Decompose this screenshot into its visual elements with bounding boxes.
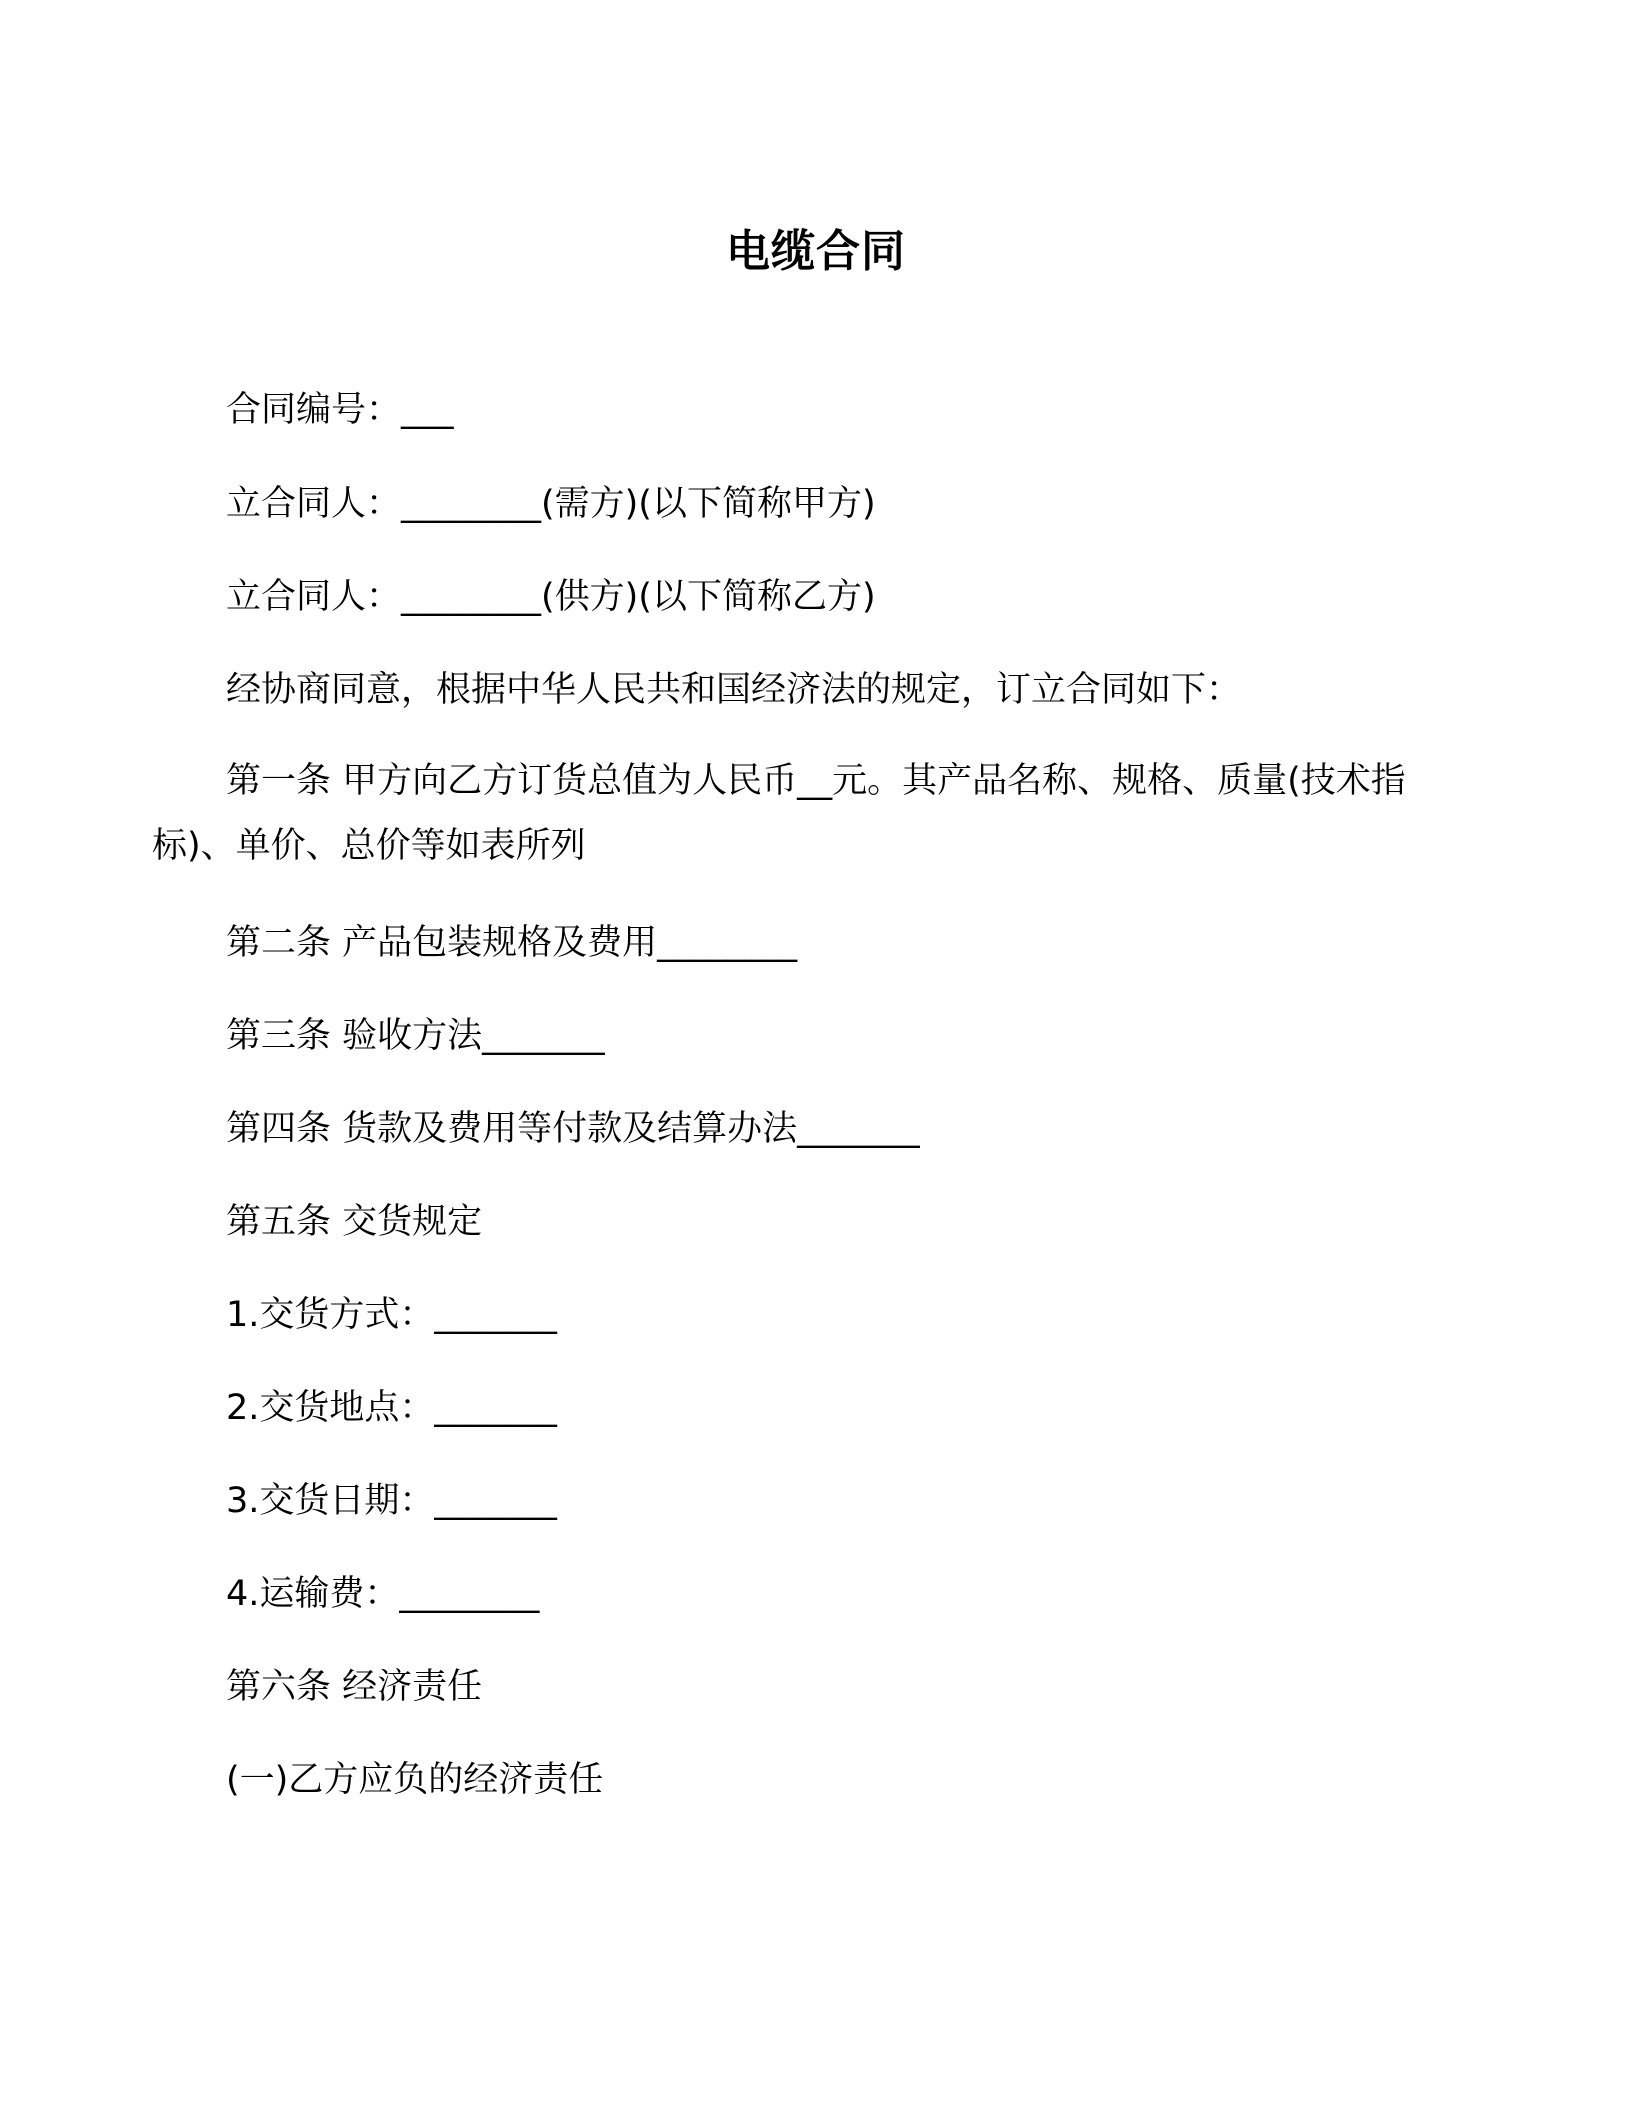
article-2-line: 第二条 产品包装规格及费用________	[226, 923, 798, 963]
section-1-heading: (一)乙方应负的经济责任	[226, 1760, 604, 1800]
article-1-paragraph: 第一条 甲方向乙方订货总值为人民币__元。其产品名称、规格、质量(技术指标)、单价、总价等如表所列	[152, 761, 1406, 866]
article-4-line: 第四条 货款及费用等付款及结算办法_______	[226, 1109, 920, 1149]
contract-number-line: 合同编号：___	[226, 390, 454, 430]
delivery-date-line: 3.交货日期：_______	[226, 1481, 557, 1521]
article-3-line: 第三条 验收方法_______	[226, 1016, 605, 1056]
delivery-method-line: 1.交货方式：_______	[226, 1295, 557, 1335]
party-a-line: 立合同人：________(需方)(以下简称甲方)	[226, 484, 876, 524]
freight-line: 4.运输费：________	[226, 1574, 540, 1614]
document-title: 电缆合同	[726, 226, 906, 277]
party-b-line: 立合同人：________(供方)(以下简称乙方)	[226, 577, 876, 617]
preamble-paragraph: 经协商同意，根据中华人民共和国经济法的规定，订立合同如下：	[226, 670, 1242, 710]
article-6-heading: 第六条 经济责任	[226, 1667, 483, 1707]
article-5-heading: 第五条 交货规定	[226, 1202, 483, 1242]
delivery-place-line: 2.交货地点：_______	[226, 1388, 557, 1428]
